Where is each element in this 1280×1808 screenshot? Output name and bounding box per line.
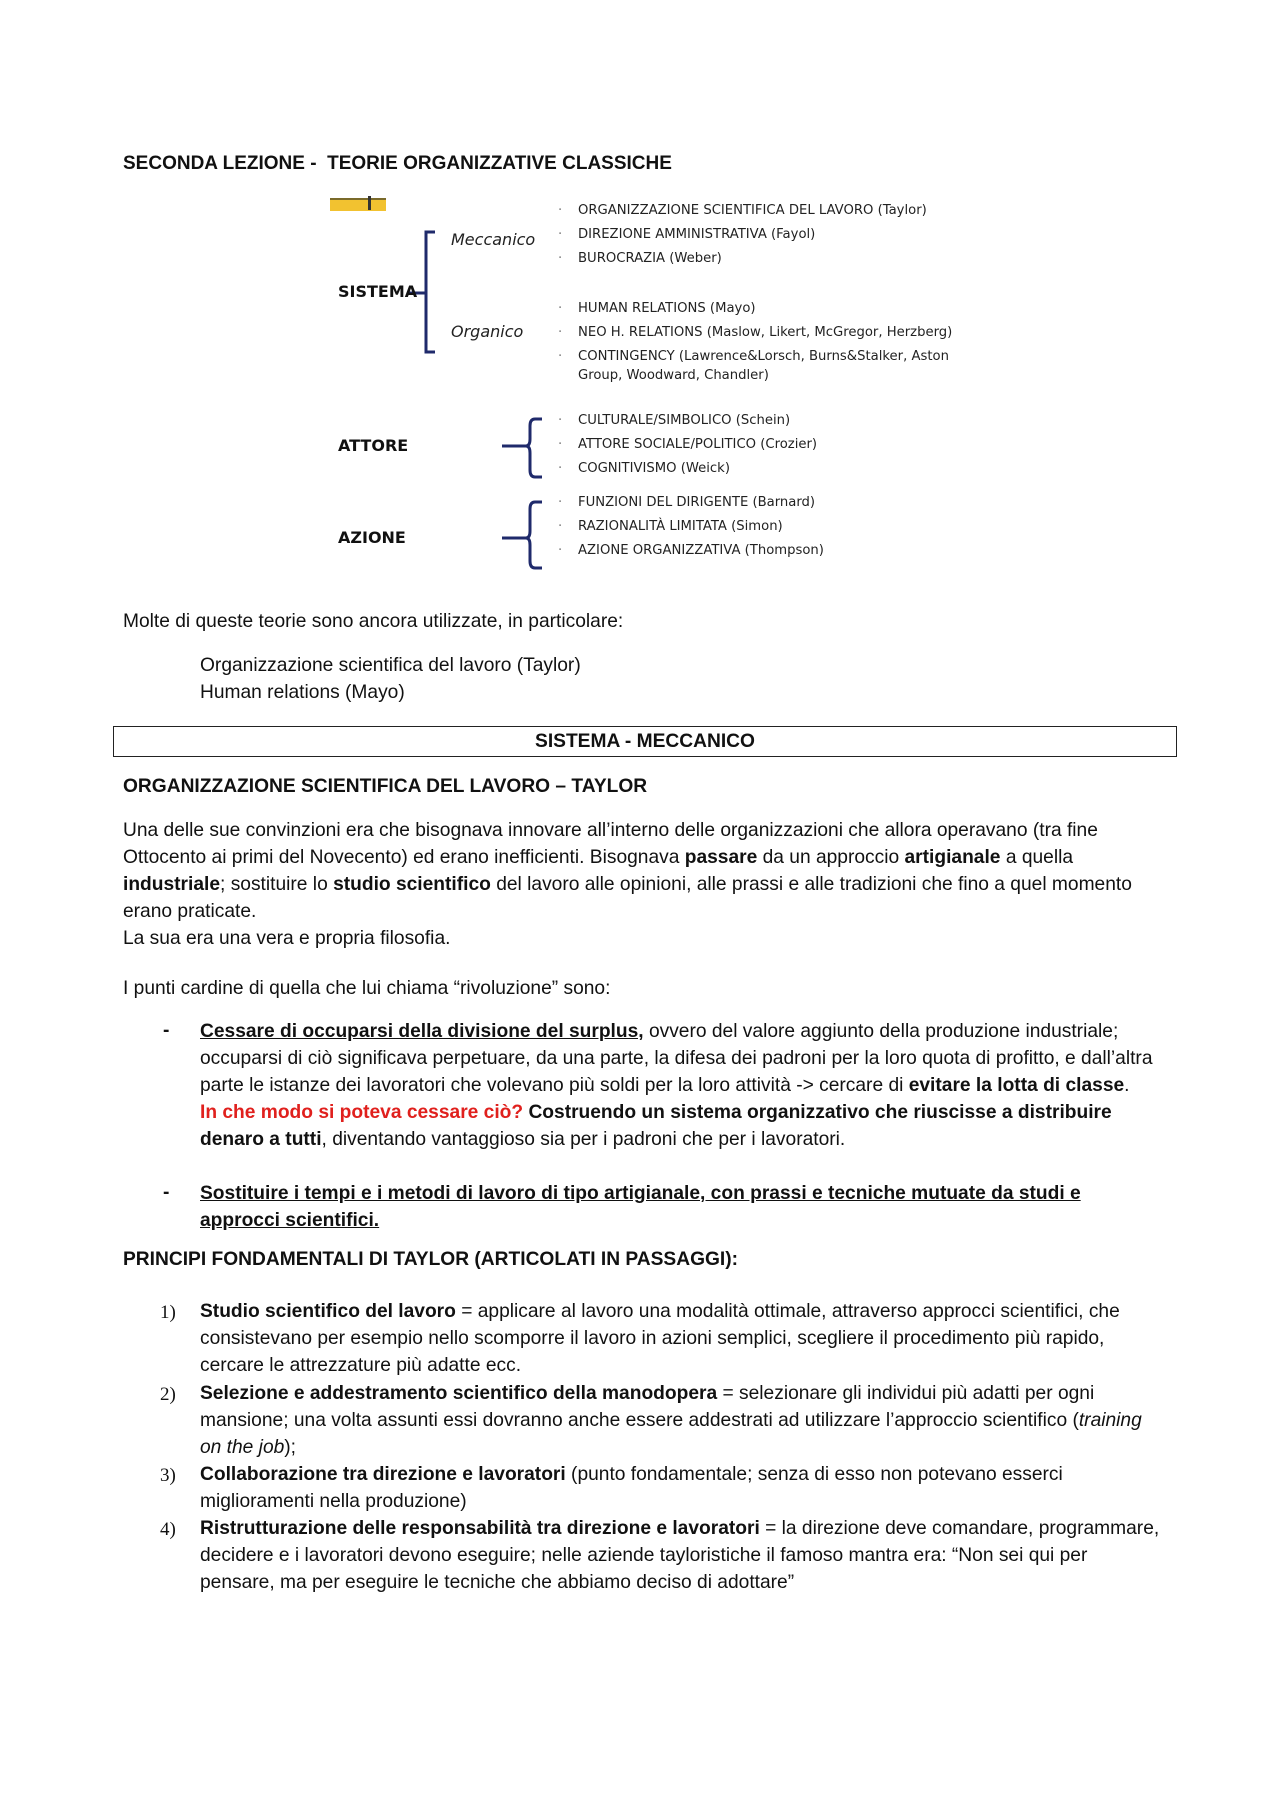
principle-text: = applicare al lavoro una modalità ottimale, attraverso approcci scientifici, che consistevano per esempio nello scomporre il lavoro in azioni semplici, scegliere il procedimento più rapido, cercare le attrezzature più adatte ecc. [200, 1301, 1120, 1376]
meccanico-item: · BUROCRAZIA (Weber) [578, 249, 722, 268]
attore-label: ATTORE [338, 436, 409, 455]
attore-item: · CULTURALE/SIMBOLICO (Schein) [578, 411, 790, 430]
principle-bold: Studio scientifico del lavoro [200, 1301, 456, 1322]
principle-text: = selezionare gli individui più adatti per ogni mansione; una volta assunti essi dovranno anche essere addestrati ad utilizzare l’approccio scientifico ( [200, 1383, 1095, 1431]
principle-item [200, 1515, 1160, 1596]
bullet-bold: evitare la lotta di classe [908, 1075, 1125, 1096]
bullet-surplus [200, 1018, 1160, 1153]
azione-item: · FUNZIONI DEL DIRIGENTE (Barnard) [578, 493, 815, 512]
principle-text: ); [284, 1437, 297, 1458]
meccanico-item: · DIREZIONE AMMINISTRATIVA (Fayol) [578, 225, 815, 244]
attore-item: · COGNITIVISMO (Weick) [578, 459, 730, 478]
p1-bold: passare [684, 847, 758, 868]
list-number: 3) [160, 1465, 176, 1486]
page-title: SECONDA LEZIONE - TEORIE ORGANIZZATIVE CLASSICHE [123, 153, 672, 174]
principle-item [200, 1298, 1160, 1379]
bullet-text: , diventando vantaggioso sia per i padroni che per i lavoratori. [321, 1129, 846, 1150]
p1-text: a quella [1000, 847, 1074, 868]
meccanico-item: · ORGANIZZAZIONE SCIENTIFICA DEL LAVORO (Taylor) [578, 201, 927, 220]
list-number: 1) [160, 1302, 176, 1323]
azione-item: · RAZIONALITÀ LIMITATA (Simon) [578, 517, 783, 536]
azione-bracket [526, 502, 542, 568]
organico-label: Organico [451, 322, 524, 341]
section-heading-taylor: ORGANIZZAZIONE SCIENTIFICA DEL LAVORO – TAYLOR [123, 776, 648, 797]
p1-bold: artigianale [904, 847, 1001, 868]
cursor-mark [368, 196, 371, 210]
list-number: 4) [160, 1519, 176, 1540]
principle-bold: Ristrutturazione delle responsabilità tra direzione e lavoratori [200, 1518, 760, 1539]
principle-item [200, 1380, 1160, 1461]
p1-text: da un approccio [757, 847, 905, 868]
bullet-bold: Costruendo un sistema organizzativo che riuscisse a distribuire denaro a tutti [200, 1102, 1112, 1150]
bullet-text: ovvero del valore aggiunto della produzione industriale; occuparsi di ciò significava perpetuare, da una parte, la difesa dei padroni per la loro quota di profitto, e dall’altra parte le istanze dei lavoratori che volevano più soldi per la loro attività -> cercare di [200, 1021, 1153, 1096]
p1-text: Una delle sue convinzioni era che bisognava innovare all’interno delle organizzazioni che allora operavano (tra fine Ottocento ai primi del Novecento) ed erano inefficienti. Bisognava [123, 820, 1098, 868]
sistema-label: SISTEMA [338, 282, 418, 301]
azione-label: AZIONE [338, 528, 406, 547]
bullet-text: . [1124, 1075, 1130, 1096]
bullet-sostituire-text: Sostituire i tempi e i metodi di lavoro di tipo artigianale, con prassi e tecniche mutuate da studi e approcci scientifici. [200, 1183, 1081, 1231]
intro-text: Molte di queste teorie sono ancora utilizzate, in particolare: [123, 611, 624, 632]
organico-item: · HUMAN RELATIONS (Mayo) [578, 299, 756, 318]
theories-diagram [330, 196, 960, 576]
principle-bold: Collaborazione tra direzione e lavoratori [200, 1464, 566, 1485]
principle-text: (punto fondamentale; senza di esso non potevano esserci miglioramenti nella produzione) [200, 1464, 1063, 1512]
attore-item: · ATTORE SOCIALE/POLITICO (Crozier) [578, 435, 817, 454]
yellow-highlight [330, 200, 386, 211]
p1-text: ; sostituire lo [220, 874, 334, 895]
list-number: 2) [160, 1384, 176, 1405]
bullet-mark: - [163, 1182, 170, 1203]
p1-bold: industriale [123, 874, 221, 895]
highlight-edge [330, 198, 386, 200]
paragraph-taylor [123, 817, 1163, 952]
p1-text: La sua era una vera e propria filosofia. [123, 928, 451, 949]
azione-item: · AZIONE ORGANIZZATIVA (Thompson) [578, 541, 824, 560]
organico-item: · NEO H. RELATIONS (Maslow, Likert, McGregor, Herzberg) [578, 323, 952, 342]
paragraph-punti: I punti cardine di quella che lui chiama “rivoluzione” sono: [123, 978, 611, 999]
principle-item [200, 1461, 1160, 1515]
principle-italic: training on the job [200, 1410, 1142, 1458]
p1-bold: studio scientifico [333, 874, 491, 895]
p1-text: del lavoro alle opinioni, alle prassi e alle tradizioni che fino a quel momento erano praticate. [123, 874, 1132, 922]
red-question: In che modo si poteva cessare ciò? [200, 1102, 524, 1123]
principle-bold: Selezione e addestramento scientifico della manodopera [200, 1383, 718, 1404]
bullet-mark: - [163, 1020, 170, 1041]
principle-text: = la direzione deve comandare, programmare, decidere e i lavoratori devono eseguire; nelle aziende tayloristiche il famoso mantra era: “Non sei qui per pensare, ma per eseguire le tecniche che abbiamo deciso di adottare” [200, 1518, 1160, 1593]
bullet-surplus-title: Cessare di occuparsi della divisione del surplus, [200, 1021, 644, 1042]
meccanico-label: Meccanico [451, 230, 536, 249]
section-heading-principi: PRINCIPI FONDAMENTALI DI TAYLOR (ARTICOLATI IN PASSAGGI): [123, 1249, 739, 1270]
intro-item: Organizzazione scientifica del lavoro (Taylor) [200, 655, 581, 676]
sistema-bracket [426, 232, 435, 352]
section-box-title: SISTEMA - MECCANICO [113, 726, 1177, 757]
organico-item: · CONTINGENCY (Lawrence&Lorsch, Burns&Stalker, Aston Group, Woodward, Chandler) [578, 347, 958, 385]
intro-item: Human relations (Mayo) [200, 682, 405, 703]
bullet-sostituire [200, 1180, 1160, 1234]
attore-bracket [526, 419, 542, 477]
